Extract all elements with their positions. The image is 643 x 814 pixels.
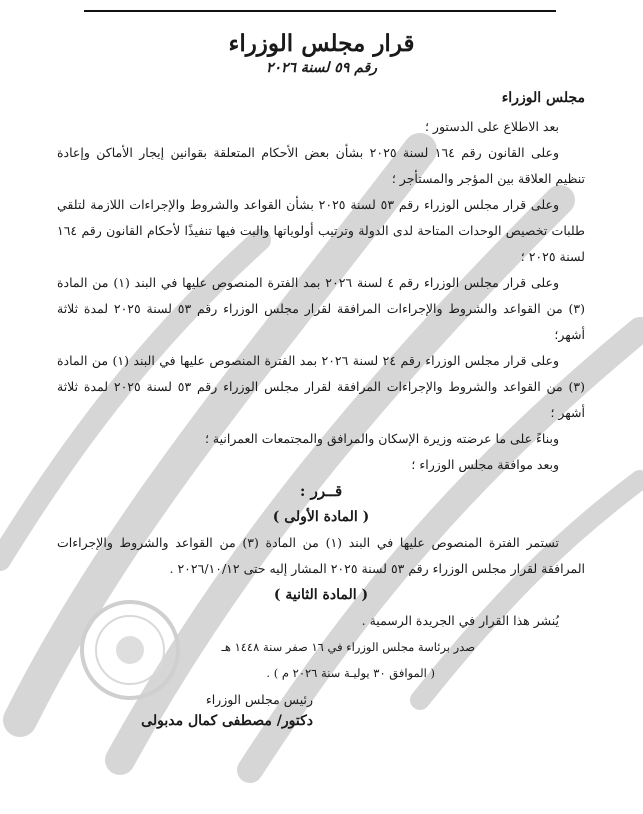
article-2-text: يُنشر هذا القرار في الجريدة الرسمية .: [361, 613, 559, 628]
preamble-paragraph: وعلى قرار مجلس الوزراء رقم ٤ لسنة ٢٠٢٦ بمد الفترة المنصوص عليها في البند (١) من المادة (٣) من القواعد والشروط والإجراءات المرافقة لقرار مجلس الوزراء رقم ٥٣ لسنة ٢٠٢٥ لمدة ثلاثة أشهر؛: [57, 275, 585, 342]
article-1-title: ( المادة الأولى ): [272, 509, 370, 525]
issued-date-gregorian: ( الموافق ٣٠ يوليـة سنة ٢٠٢٦ م ) .: [266, 666, 435, 680]
preamble-paragraph: وعلى قرار مجلس الوزراء رقم ٢٤ لسنة ٢٠٢٦ بمد الفترة المنصوص عليها في البند (١) من المادة (٣) من القواعد والشروط والإجراءات المرافقة لقرار مجلس الوزراء رقم ٥٣ لسنة ٢٠٢٥ لمدة ثلاثة أشهر ؛: [57, 353, 585, 420]
preamble-paragraph: بعد الاطلاع على الدستور ؛: [424, 119, 559, 134]
signatory-name: دكتور/ مصطفى كمال مدبولى: [141, 713, 313, 729]
issued-date-hijri: صدر برئاسة مجلس الوزراء في ١٦ صفر سنة ١٤٤٨ هـ: [221, 640, 475, 654]
decree-title: قرار مجلس الوزراء: [228, 30, 415, 57]
signatory-role: رئيس مجلس الوزراء: [205, 692, 313, 707]
article-1-text: تستمر الفترة المنصوص عليها في البند (١) من المادة (٣) من القواعد والشروط والإجراءات المرافقة لقرار مجلس الوزراء رقم ٥٣ لسنة ٢٠٢٥ المشار إليه حتى ٢٠٢٦/١٠/١٢ .: [57, 535, 585, 576]
issuer-heading: مجلس الوزراء: [501, 90, 585, 106]
article-2-title: ( المادة الثانية ): [273, 587, 369, 603]
signature-block: [141, 692, 313, 729]
preamble-paragraph: وبعد موافقة مجلس الوزراء ؛: [411, 457, 559, 472]
top-rule: [84, 10, 556, 12]
decided-heading: قــرر :: [299, 482, 343, 500]
preamble-paragraph: وبناءً على ما عرضته وزيرة الإسكان والمرافق والمجتمعات العمرانية ؛: [204, 431, 559, 446]
decree-body: [57, 114, 585, 686]
preamble-paragraph: وعلى القانون رقم ١٦٤ لسنة ٢٠٢٥ بشأن بعض الأحكام المتعلقة بقوانين إيجار الأماكن وإعادة تنظيم العلاقة بين المؤجر والمستأجر ؛: [57, 145, 585, 186]
decree-number: رقم ٥٩ لسنة ٢٠٢٦: [265, 60, 377, 76]
issued-block: [57, 634, 585, 686]
preamble-paragraph: وعلى قرار مجلس الوزراء رقم ٥٣ لسنة ٢٠٢٥ بشأن القواعد والشروط والإجراءات اللازمة لتلقي طلبات تخصيص الوحدات المتاحة لدى الدولة وترتيب أولوياتها والبت فيها تنفيذًا لأحكام القانون رقم ١٦٤ لسنة ٢٠٢٥ ؛: [57, 197, 585, 264]
